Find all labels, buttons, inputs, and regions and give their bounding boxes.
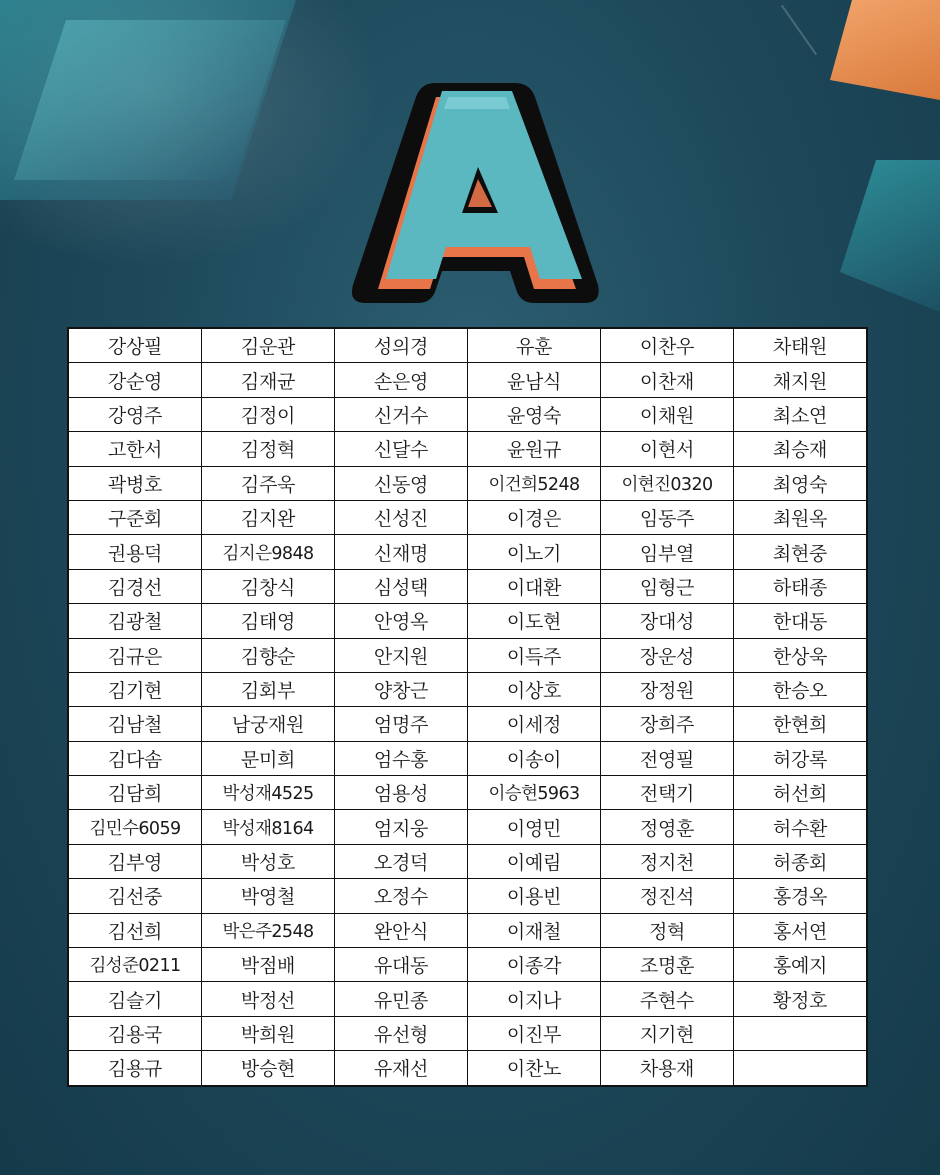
table-cell: 김용규 — [68, 1051, 202, 1086]
table-cell: 한대동 — [734, 604, 868, 638]
table-cell: 강순영 — [68, 363, 202, 397]
table-cell: 채지원 — [734, 363, 868, 397]
table-cell: 최영숙 — [734, 466, 868, 500]
table-cell: 박정선 — [202, 982, 335, 1016]
table-cell: 이용빈 — [468, 879, 601, 913]
table-cell: 김향순 — [202, 638, 335, 672]
table-row — [68, 535, 867, 569]
table-cell: 이채원 — [601, 397, 734, 431]
table-cell: 유대동 — [335, 948, 468, 982]
table-cell: 최현중 — [734, 535, 868, 569]
table-cell: 홍서연 — [734, 913, 868, 947]
background-orange-shape — [830, 0, 940, 100]
table-cell: 장정원 — [601, 672, 734, 706]
table-cell: 정혁 — [601, 913, 734, 947]
table-cell: 김기현 — [68, 672, 202, 706]
table-cell: 이찬노 — [468, 1051, 601, 1086]
table-cell: 안영옥 — [335, 604, 468, 638]
table-cell: 박영철 — [202, 879, 335, 913]
table-cell: 정지천 — [601, 844, 734, 878]
table-cell: 이득주 — [468, 638, 601, 672]
table-cell: 박성재8164 — [202, 810, 335, 844]
table-row — [68, 1016, 867, 1050]
table-cell: 박희원 — [202, 1016, 335, 1050]
table-cell: 엄지웅 — [335, 810, 468, 844]
table-cell: 한상욱 — [734, 638, 868, 672]
table-cell: 김슬기 — [68, 982, 202, 1016]
table-row — [68, 569, 867, 603]
names-table — [67, 327, 868, 1087]
table-cell: 오경덕 — [335, 844, 468, 878]
table-cell: 한승오 — [734, 672, 868, 706]
table-row — [68, 363, 867, 397]
table-cell: 이대환 — [468, 569, 601, 603]
table-row — [68, 913, 867, 947]
table-row — [68, 776, 867, 810]
table-cell: 김남철 — [68, 707, 202, 741]
table-cell: 엄수홍 — [335, 741, 468, 775]
table-cell: 이노기 — [468, 535, 601, 569]
table-row — [68, 466, 867, 500]
table-cell: 장희주 — [601, 707, 734, 741]
table-cell: 최승재 — [734, 432, 868, 466]
background-teal-shape-right — [840, 160, 940, 320]
table-row — [68, 741, 867, 775]
table-cell: 문미희 — [202, 741, 335, 775]
table-cell: 오정수 — [335, 879, 468, 913]
table-cell: 신거수 — [335, 397, 468, 431]
table-cell: 하태종 — [734, 569, 868, 603]
table-cell: 황정호 — [734, 982, 868, 1016]
table-cell: 전영필 — [601, 741, 734, 775]
table-cell: 허강록 — [734, 741, 868, 775]
table-cell: 차용재 — [601, 1051, 734, 1086]
table-cell: 김용국 — [68, 1016, 202, 1050]
table-cell: 신달수 — [335, 432, 468, 466]
table-cell: 신동영 — [335, 466, 468, 500]
table-cell: 김태영 — [202, 604, 335, 638]
table-cell: 최소연 — [734, 397, 868, 431]
table-cell: 김광철 — [68, 604, 202, 638]
table-cell: 이예림 — [468, 844, 601, 878]
table-cell: 김정이 — [202, 397, 335, 431]
table-cell: 남궁재원 — [202, 707, 335, 741]
table-cell: 고한서 — [68, 432, 202, 466]
table-cell: 윤원규 — [468, 432, 601, 466]
table-cell — [734, 1016, 868, 1050]
table-cell: 김주욱 — [202, 466, 335, 500]
table-cell: 엄용성 — [335, 776, 468, 810]
table-row — [68, 1051, 867, 1086]
table-cell: 김선중 — [68, 879, 202, 913]
table-row — [68, 328, 867, 363]
table-cell: 김민수6059 — [68, 810, 202, 844]
table-cell: 허선희 — [734, 776, 868, 810]
table-cell: 박은주2548 — [202, 913, 335, 947]
table-cell: 차태원 — [734, 328, 868, 363]
table-cell: 권용덕 — [68, 535, 202, 569]
table-row — [68, 707, 867, 741]
table-cell: 이진무 — [468, 1016, 601, 1050]
table-cell: 이찬우 — [601, 328, 734, 363]
table-cell: 김성준0211 — [68, 948, 202, 982]
table-cell: 성의경 — [335, 328, 468, 363]
table-cell: 이재철 — [468, 913, 601, 947]
table-cell: 최원옥 — [734, 500, 868, 534]
table-row — [68, 879, 867, 913]
table-cell: 김창식 — [202, 569, 335, 603]
table-cell: 김다솜 — [68, 741, 202, 775]
table-cell: 김운관 — [202, 328, 335, 363]
table-cell: 이상호 — [468, 672, 601, 706]
table-cell: 박성호 — [202, 844, 335, 878]
table-row — [68, 948, 867, 982]
table-cell: 신재명 — [335, 535, 468, 569]
table-cell: 이건희5248 — [468, 466, 601, 500]
table-cell: 완안식 — [335, 913, 468, 947]
table-cell: 전택기 — [601, 776, 734, 810]
background-line — [781, 5, 817, 55]
table-cell: 이승현5963 — [468, 776, 601, 810]
table-cell: 홍경옥 — [734, 879, 868, 913]
table-cell: 유선형 — [335, 1016, 468, 1050]
table-cell: 홍예지 — [734, 948, 868, 982]
table-cell: 김지완 — [202, 500, 335, 534]
table-cell: 임부열 — [601, 535, 734, 569]
table-cell: 허종회 — [734, 844, 868, 878]
table-cell: 조명훈 — [601, 948, 734, 982]
table-cell: 엄명주 — [335, 707, 468, 741]
table-cell: 김담희 — [68, 776, 202, 810]
table-cell: 김부영 — [68, 844, 202, 878]
table-cell: 심성택 — [335, 569, 468, 603]
table-cell: 이세정 — [468, 707, 601, 741]
table-cell: 장대성 — [601, 604, 734, 638]
table-cell: 이영민 — [468, 810, 601, 844]
table-cell: 주현수 — [601, 982, 734, 1016]
table-cell: 한현희 — [734, 707, 868, 741]
table-row — [68, 810, 867, 844]
table-cell: 유재선 — [335, 1051, 468, 1086]
table-cell: 윤남식 — [468, 363, 601, 397]
table-cell: 방승현 — [202, 1051, 335, 1086]
table-row — [68, 638, 867, 672]
table-cell: 이현진0320 — [601, 466, 734, 500]
letter-a-logo — [340, 75, 610, 315]
table-cell: 이지나 — [468, 982, 601, 1016]
table-cell: 이현서 — [601, 432, 734, 466]
table-row — [68, 672, 867, 706]
table-cell: 김규은 — [68, 638, 202, 672]
table-cell: 구준회 — [68, 500, 202, 534]
table-cell: 윤영숙 — [468, 397, 601, 431]
table-cell: 정진석 — [601, 879, 734, 913]
table-cell: 곽병호 — [68, 466, 202, 500]
table-row — [68, 397, 867, 431]
table-row — [68, 500, 867, 534]
table-cell: 손은영 — [335, 363, 468, 397]
table-cell: 임동주 — [601, 500, 734, 534]
table-cell: 지기현 — [601, 1016, 734, 1050]
table-cell — [734, 1051, 868, 1086]
table-cell: 허수환 — [734, 810, 868, 844]
table-row — [68, 844, 867, 878]
table-cell: 이경은 — [468, 500, 601, 534]
table-row — [68, 982, 867, 1016]
table-cell: 이도현 — [468, 604, 601, 638]
table-row — [68, 604, 867, 638]
table-cell: 박점배 — [202, 948, 335, 982]
table-cell: 이종각 — [468, 948, 601, 982]
table-cell: 김회부 — [202, 672, 335, 706]
table-cell: 안지원 — [335, 638, 468, 672]
table-row — [68, 432, 867, 466]
table-cell: 양창근 — [335, 672, 468, 706]
table-cell: 유훈 — [468, 328, 601, 363]
logo-highlight — [444, 97, 510, 109]
table-cell: 장운성 — [601, 638, 734, 672]
table-cell: 김재균 — [202, 363, 335, 397]
table-cell: 김정혁 — [202, 432, 335, 466]
table-cell: 이찬재 — [601, 363, 734, 397]
table-cell: 강영주 — [68, 397, 202, 431]
table-cell: 김경선 — [68, 569, 202, 603]
table-cell: 김지은9848 — [202, 535, 335, 569]
table-cell: 임형근 — [601, 569, 734, 603]
table-cell: 강상필 — [68, 328, 202, 363]
table-cell: 이송이 — [468, 741, 601, 775]
table-cell: 김선희 — [68, 913, 202, 947]
table-cell: 정영훈 — [601, 810, 734, 844]
table-cell: 유민종 — [335, 982, 468, 1016]
table-cell: 신성진 — [335, 500, 468, 534]
table-cell: 박성재4525 — [202, 776, 335, 810]
